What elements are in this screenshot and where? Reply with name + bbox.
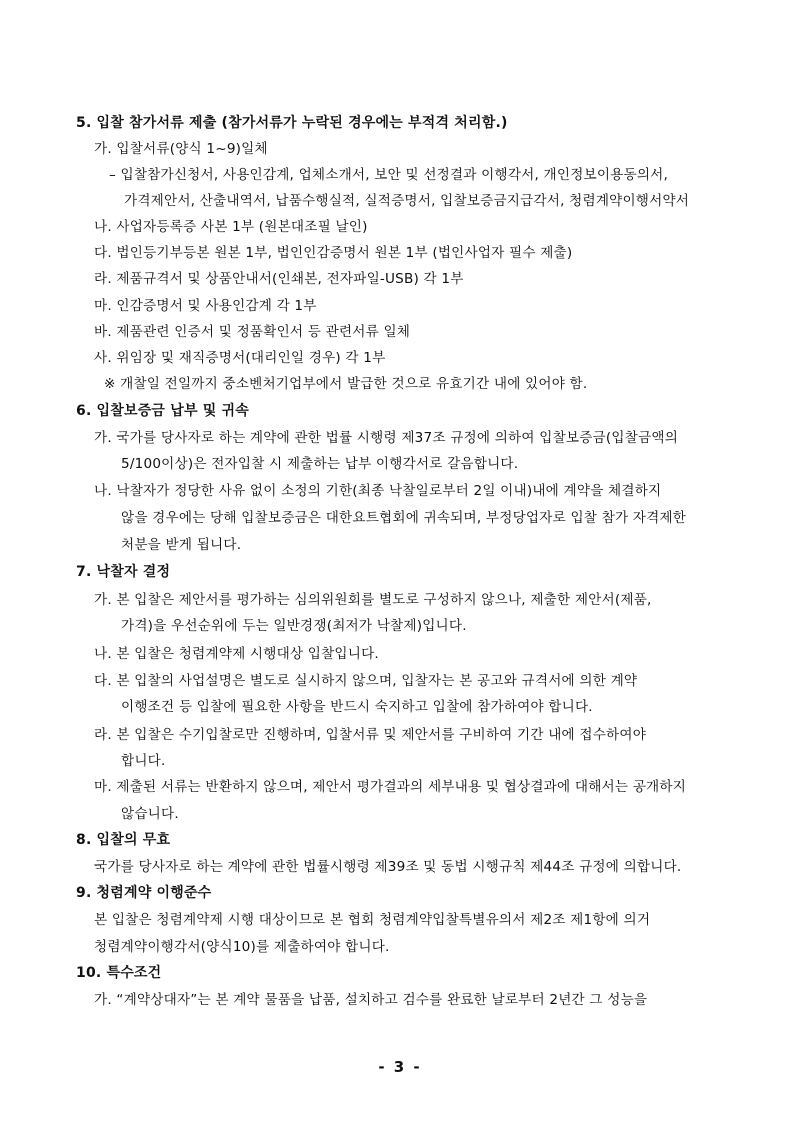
- s5-item-da: 다. 법인등기부등본 원본 1부, 법인인감증명서 원본 1부 (법인사업자 필수 제출): [94, 245, 573, 261]
- s6-item-na-line3: 처분을 받게 됩니다.: [121, 537, 242, 553]
- section-5-heading: 5. 입찰 참가서류 제출 (참가서류가 누락된 경우에는 부적격 처리함.): [76, 115, 508, 131]
- s5-item-na: 나. 사업자등록증 사본 1부 (원본대조필 날인): [94, 219, 368, 235]
- s5-item-ga: 가. 입찰서류(양식 1~9)일체: [94, 141, 268, 157]
- s10-item-ga-line1: 가. “계약상대자”는 본 계약 물품을 납품, 설치하고 검수를 완료한 날로부터 2년간 그 성능을: [94, 992, 648, 1008]
- s6-item-na-line2: 않을 경우에는 당해 입찰보증금은 대한요트협회에 귀속되며, 부정당업자로 입찰 참가 자격제한: [121, 510, 687, 526]
- s5-note: ※ 개찰일 전일까지 중소벤처기업부에서 발급한 것으로 유효기간 내에 있어야 함.: [104, 376, 588, 392]
- section-10-heading: 10. 특수조건: [76, 965, 162, 981]
- s8-body: 국가를 당사자로 하는 계약에 관한 법률시행령 제39조 및 동법 시행규칙 제44조 규정에 의합니다.: [94, 859, 682, 875]
- s5-item-ra: 라. 제품규격서 및 상품안내서(인쇄본, 전자파일-USB) 각 1부: [94, 271, 464, 287]
- s9-body-line1: 본 입찰은 청렴계약제 시행 대상이므로 본 협회 청렴계약입찰특별유의서 제2조 제1항에 의거: [94, 912, 651, 928]
- s7-item-ga-line2: 가격)을 우선순위에 두는 일반경쟁(최저가 낙찰제)입니다.: [121, 618, 467, 634]
- s5-item-ga-sub1: – 입찰참가신청서, 사용인감계, 업체소개서, 보안 및 선정결과 이행각서, 개인정보이용동의서,: [109, 167, 669, 183]
- section-8-heading: 8. 입찰의 무효: [76, 832, 171, 848]
- s6-item-ga-line1: 가. 국가를 당사자로 하는 계약에 관한 법률 시행령 제37조 규정에 의하여 입찰보증금(입찰금액의: [94, 430, 679, 446]
- section-6-heading: 6. 입찰보증금 납부 및 귀속: [76, 403, 249, 419]
- s9-body-line2: 청렴계약이행각서(양식10)를 제출하여야 합니다.: [94, 939, 390, 955]
- s6-item-na-line1: 나. 낙찰자가 정당한 사유 없이 소정의 기한(최종 낙찰일로부터 2일 이내)내에 계약을 체결하지: [94, 483, 662, 499]
- s7-item-ra-line2: 합니다.: [121, 753, 166, 769]
- s6-item-ga-line2: 5/100이상)은 전자입찰 시 제출하는 납부 이행각서로 갈음합니다.: [121, 456, 519, 472]
- s7-item-ma-line2: 않습니다.: [121, 806, 179, 822]
- s7-item-ma-line1: 마. 제출된 서류는 반환하지 않으며, 제안서 평가결과의 세부내용 및 협상결과에 대해서는 공개하지: [94, 779, 687, 795]
- s5-item-ga-sub2: 가격제안서, 산출내역서, 납품수행실적, 실적증명서, 입찰보증금지급각서, 청렴계약이행서약서: [124, 193, 690, 209]
- section-7-heading: 7. 낙찰자 결정: [76, 564, 171, 580]
- s5-item-ma: 마. 인감증명서 및 사용인감계 각 1부: [94, 298, 317, 314]
- section-9-heading: 9. 청렴계약 이행준수: [76, 885, 212, 901]
- s5-item-sa: 사. 위임장 및 재직증명서(대리인일 경우) 각 1부: [94, 350, 386, 366]
- s7-item-da-line2: 이행조건 등 입찰에 필요한 사항을 반드시 숙지하고 입찰에 참가하여야 합니다.: [121, 699, 593, 715]
- s7-item-da-line1: 다. 본 입찰의 사업설명은 별도로 실시하지 않으며, 입찰자는 본 공고와 규격서에 의한 계약: [94, 673, 638, 689]
- page-number: - 3 -: [378, 1058, 422, 1076]
- s7-item-ga-line1: 가. 본 입찰은 제안서를 평가하는 심의위원회를 별도로 구성하지 않으나, 제출한 제안서(제품,: [94, 592, 652, 608]
- s5-item-ba: 바. 제품관련 인증서 및 정품확인서 등 관련서류 일체: [94, 324, 411, 340]
- s7-item-ra-line1: 라. 본 입찰은 수기입찰로만 진행하며, 입찰서류 및 제안서를 구비하여 기간 내에 접수하여야: [94, 727, 647, 743]
- s7-item-na: 나. 본 입찰은 청렴계약제 시행대상 입찰입니다.: [94, 646, 379, 662]
